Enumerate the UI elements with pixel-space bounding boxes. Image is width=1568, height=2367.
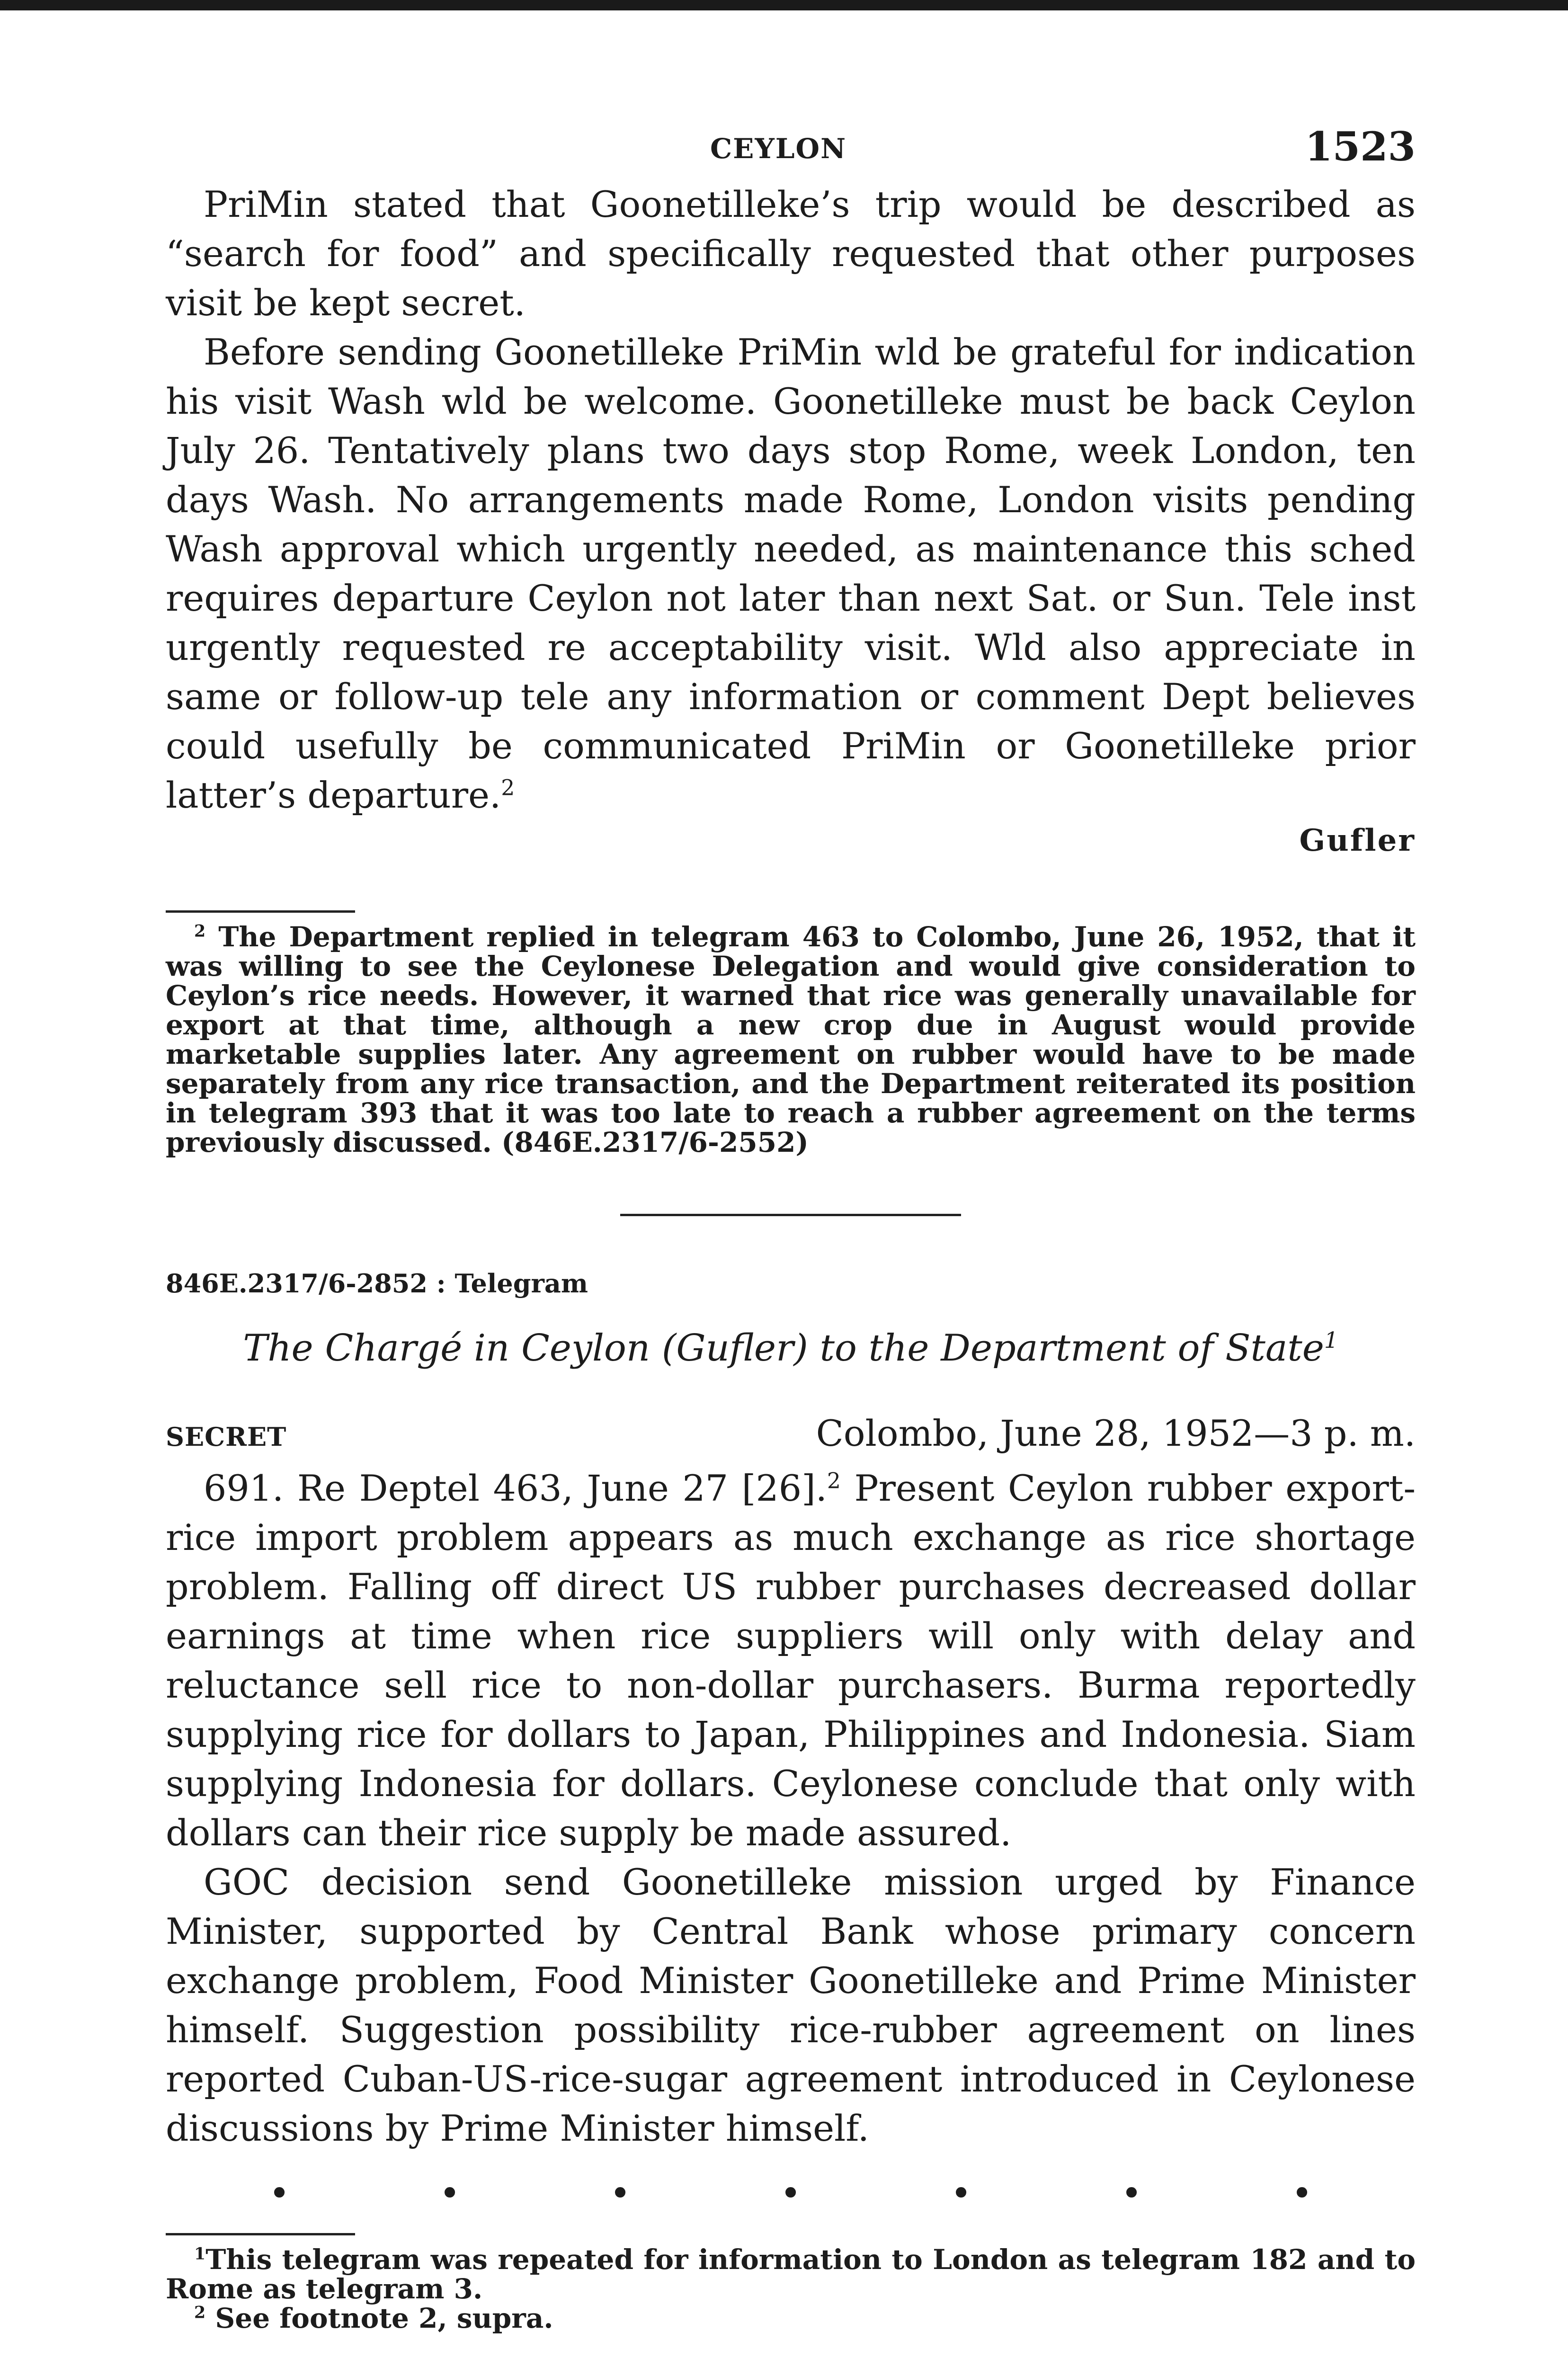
file-number: 846E.2317/6-2852 : Telegram <box>166 1268 588 1299</box>
document-title <box>166 1327 1416 1370</box>
page-number: 1523 <box>1305 123 1416 170</box>
paragraph-text: Before sending Goonetilleke PriMin wld be grateful for indication his visit Wash wld be welcome. Goonetilleke must be back Ceylon July 26. Tentatively plans two days stop Rome, week London, ten days Wash. No arrangements made Rome, London visits pending Wash approval which urgently needed, as maintenance this sched requires departure Ceylon not later than next Sat. or Sun. Tele inst urgently requested re acceptability visit. Wld also appreciate in same or follow-up tele any information or comment Dept believes could usefully be communicated PriMin or Goonetilleke prior latter’s departure. <box>166 331 1416 816</box>
ellipsis-dot: • <box>439 2172 461 2214</box>
ellipsis-dot: • <box>950 2172 972 2214</box>
paragraph-text: Present Ceylon rubber export-rice import problem appears as much exchange as rice shortage problem. Falling off direct US rubber purchases decreased dollar earnings at time when rice suppliers will only with delay and reluctance sell rice to non-dollar purchasers. Burma reportedly supplying rice for dollars to Japan, Philippines and Indonesia. Siam supplying Indonesia for dollars. Ceylonese conclude that only with dollars can their rice supply be made assured. <box>166 1467 1416 1854</box>
footnote-ref: 2 <box>827 1468 841 1494</box>
title-text: The Chargé in Ceylon (Gufler) to the Department of State <box>243 1327 1324 1370</box>
body-paragraph: PriMin stated that Goonetilleke’s trip would be described as “search for food” and specifically requested that other purposes visit be kept secret. <box>166 183 1416 324</box>
footnote <box>166 2245 1416 2304</box>
signature: Gufler <box>1299 823 1416 858</box>
body-paragraph <box>166 328 1416 820</box>
document-page <box>166 85 1416 2333</box>
ellipsis-row <box>194 2172 1387 2214</box>
footnote-ref: 2 <box>501 775 515 801</box>
dateline-row <box>166 1412 1416 1454</box>
footnote-text: This telegram was repeated for information to London as telegram 182 and to Rome as telegram 3. <box>166 2243 1416 2305</box>
body-paragraph: GOC decision send Goonetilleke mission urged by Finance Minister, supported by Central Bank whose primary concern exchange problem, Food Minister Goonetilleke and Prime Minister himself. Suggestion possibility rice-rubber agreement on lines reported Cuban-US-rice-sugar agreement introduced in Ceylonese discussions by Prime Minister himself. <box>166 1861 1416 2149</box>
page-header <box>166 85 1416 180</box>
footnote-marker: 2 <box>194 921 206 941</box>
dateline: Colombo, June 28, 1952—3 p. m. <box>816 1412 1416 1454</box>
footnote-divider <box>166 2233 355 2235</box>
footnote-marker: 1 <box>194 2244 206 2264</box>
ellipsis-dot: • <box>609 2172 631 2214</box>
footnote-marker: 2 <box>194 2303 206 2323</box>
footnote-text: The Department replied in telegram 463 to Colombo, June 26, 1952, that it was willing to see the Ceylonese Delegation and would give consideration to Ceylon’s rice needs. However, it warned that rice was generally unavailable for export at that time, although a new crop due in August would provide marketable supplies later. Any agreement on rubber would have to be made separately from any rice transaction, and the Department reiterated its position in telegram 393 that it was too late to reach a rubber agreement on the terms previously discussed. (846E.2317/6-2552) <box>166 921 1416 1158</box>
body-paragraph <box>166 1464 1416 1858</box>
paragraph-start: 691. Re Deptel 463, June 27 [26]. <box>204 1467 827 1509</box>
section-divider <box>620 1214 961 1216</box>
ellipsis-dot: • <box>1121 2172 1142 2214</box>
classification: SECRET <box>166 1422 287 1452</box>
footnote <box>166 922 1416 1157</box>
title-footnote-ref: 1 <box>1324 1328 1338 1353</box>
ellipsis-dot: • <box>1291 2172 1313 2214</box>
ellipsis-dot: • <box>780 2172 802 2214</box>
page-top-border <box>0 0 1568 10</box>
footnote-text: See footnote 2, supra. <box>215 2302 553 2334</box>
ellipsis-dot: • <box>268 2172 290 2214</box>
footnote <box>166 2304 1416 2333</box>
running-head: CEYLON <box>710 133 847 165</box>
footnote-divider <box>166 910 355 913</box>
